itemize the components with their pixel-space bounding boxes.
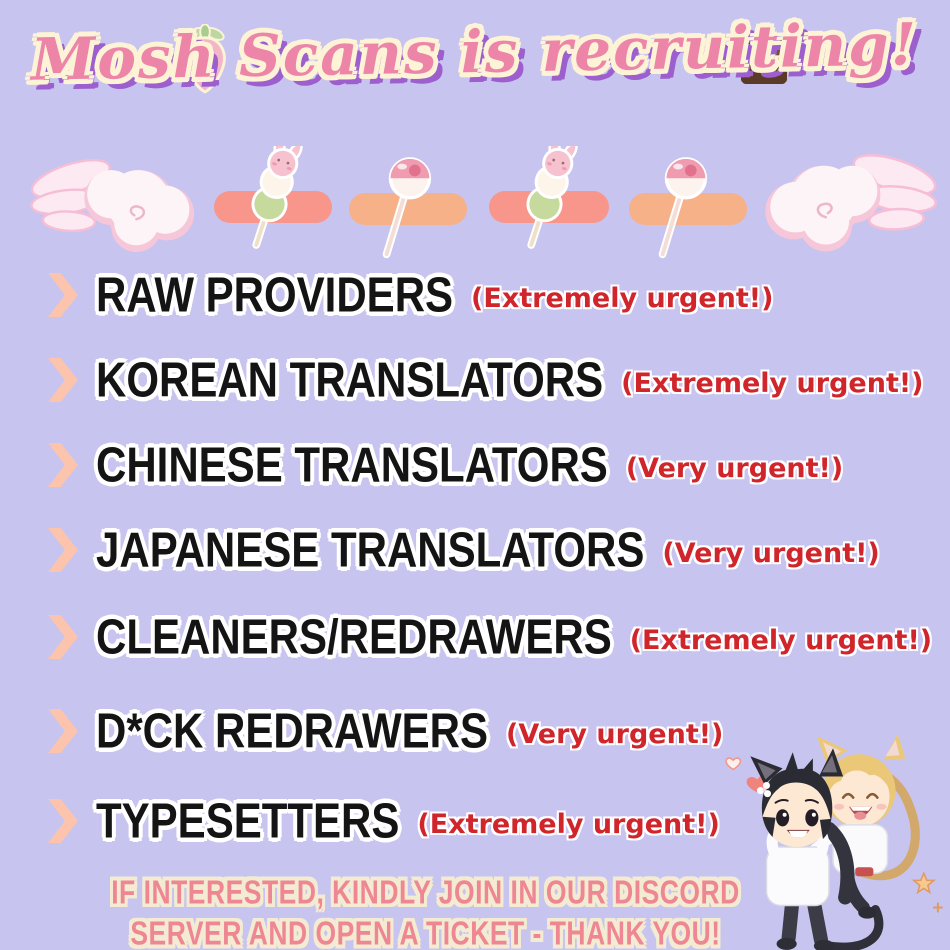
role-row-dck-redrawers — [48, 702, 723, 760]
role-row-korean-translators — [48, 351, 924, 409]
role-urgency: (Very urgent!) — [506, 718, 724, 750]
dango-skewer-icon — [231, 146, 311, 258]
chevron-right-icon — [48, 358, 78, 402]
role-urgency: (Extremely urgent!) — [417, 808, 720, 840]
role-label: CLEANERS/REDRAWERS — [96, 608, 612, 665]
winged-cloud-icon — [20, 146, 218, 252]
footer-line-2: SERVER AND OPEN A TICKET - THANK YOU! — [130, 914, 721, 950]
sparkle-icon — [934, 904, 942, 912]
heart-icon — [726, 758, 740, 769]
role-label: CHINESE TRANSLATORS — [96, 436, 608, 493]
role-label: KOREAN TRANSLATORS — [96, 351, 604, 408]
lollipop-icon — [646, 152, 721, 264]
role-urgency: (Very urgent!) — [625, 452, 844, 484]
chevron-right-icon — [48, 799, 78, 843]
chevron-right-icon — [48, 528, 78, 572]
role-label: JAPANESE TRANSLATORS — [96, 521, 645, 578]
winged-cloud-icon — [743, 140, 945, 252]
role-row-japanese-translators — [48, 521, 880, 579]
role-urgency: (Extremely urgent!) — [621, 367, 924, 399]
chevron-right-icon — [48, 443, 78, 487]
chevron-right-icon — [48, 273, 78, 317]
role-urgency: (Extremely urgent!) — [629, 624, 933, 656]
chevron-right-icon — [48, 709, 78, 753]
role-label: RAW PROVIDERS — [96, 266, 454, 323]
role-row-typesetters — [48, 792, 720, 850]
lollipop-icon — [370, 152, 445, 264]
dango-skewer-icon — [506, 146, 586, 258]
page-title: Mosh Scans is recruiting! — [30, 10, 920, 94]
role-urgency: (Very urgent!) — [662, 537, 880, 569]
role-urgency: (Extremely urgent!) — [471, 282, 774, 314]
role-label: TYPESETTERS — [96, 792, 400, 849]
role-label: D*CK REDRAWERS — [96, 702, 489, 759]
chevron-right-icon — [48, 615, 78, 659]
footer-line-1: IF INTERESTED, KINDLY JOIN IN OUR DISCORD — [111, 873, 740, 911]
role-row-raw-providers — [48, 266, 773, 324]
role-row-chinese-translators — [48, 436, 843, 494]
role-row-cleaners-redrawers — [48, 608, 932, 666]
footer-message — [98, 872, 753, 950]
star-icon — [914, 873, 934, 892]
title-banner — [0, 10, 950, 94]
